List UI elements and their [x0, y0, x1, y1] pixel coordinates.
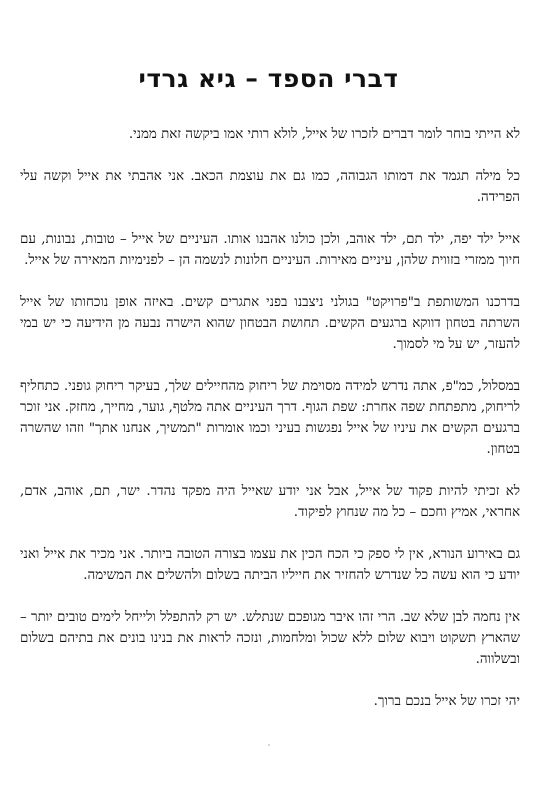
paragraph-5: במסלול, כמ"פ, אתה נדרש למידה מסוימת של ריחוק מהחיילים שלך, בעיקר ריחוק גופני. כתחליף לריחוק, מתפתחת שפה אחרת: שפת הגוף. דרך העיניים אתה מלטף, גוער, מחייך, מחזק. אני זוכר ברגעים הקשים את עיניו של אייל נפגשות בעיני וכמו אומרות "תמשיך, אנחנו אתך" וזהו שהשרה בטחון.: [20, 379, 520, 457]
paragraph-6: לא זכיתי להיות פקוד של אייל, אבל אני יודע שאייל היה מפקד נהדר. ישר, תם, אוהב, אדם, אחראי, אמיץ וחכם – כל מה שנחוץ לפיקוד.: [20, 484, 520, 520]
paragraph-4: בדרכנו המשותפת ב"פרויקט" בגולני ניצבנו בפני אתגרים קשים. באיזה אופן נוכחותו של אייל השרתה בטחון דווקא ברגעים הקשים. תחושת הבטחון שהוא הישרה נבעה מן הידיעה כי יש במי להעזר, יש על מי לסמוך.: [20, 295, 520, 352]
paragraph-2: כל מילה תגמד את דמותו הגבוהה, כמו גם את עוצמת הכאב. אני אהבתי את אייל וקשה עלי הפרידה.: [20, 169, 520, 205]
paragraph-8: אין נחמה לבן שלא שב. הרי זהו איבר מגופכם שנתלש. יש רק להתפלל ולייחל לימים טובים יותר – שהארץ תשקוט ויבוא שלום ללא שכול ומלחמות, ונזכה לראות את בנינו בונים את בתיהם בשלום ובשלווה.: [20, 610, 520, 667]
paragraph-1: לא הייתי בוחר לומר דברים לזכרו של אייל, לולא רותי אמו ביקשה זאת ממני.: [128, 127, 520, 142]
document-title: דברי הספד – גיא גרדי: [138, 64, 399, 93]
paragraph-7: גם באירוע הנורא, אין לי ספק כי הכח הכין את עצמו בצורה הטובה ביותר. אני מכיר את אייל ואני יודע כי הוא עשה כל שנדרש להחזיר את חייליו הביתה בשלום ולהשלים את המשימה.: [20, 547, 520, 583]
document-body: [20, 124, 520, 733]
page-mark: [268, 744, 270, 746]
paragraph-3: אייל ילד יפה, ילד תם, ילד אוהב, ולכן כולנו אהבנו אותו. העיניים של אייל – טובות, נבונות, עם חיוך ממזרי בזווית שלהן, עיניים מאירות. העיניים חלונות לנשמה הן – לפנימיות המאירה של אייל.: [20, 232, 520, 268]
paragraph-9: יהי זכרו של אייל בנכם ברוך.: [373, 694, 520, 709]
